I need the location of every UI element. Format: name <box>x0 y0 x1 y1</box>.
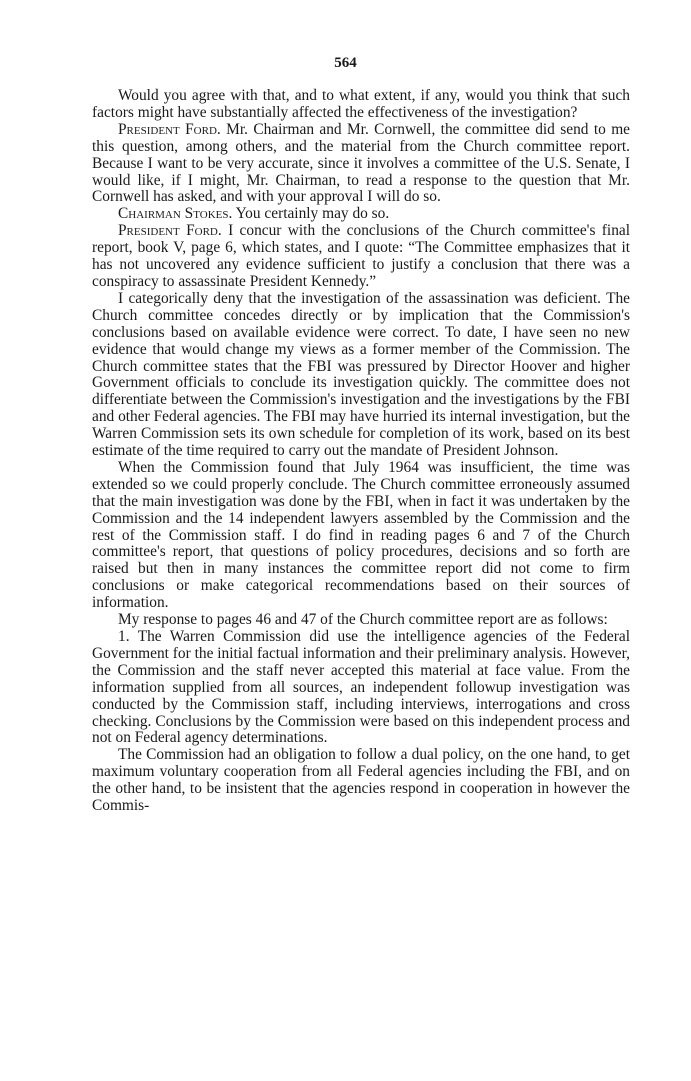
body-text <box>92 88 630 815</box>
paragraph-text: You certainly may do so. <box>232 205 390 223</box>
paragraph <box>92 206 630 223</box>
paragraph-text: The Commission had an obligation to follow a dual policy, on the one hand, to get maximum voluntary cooperation from all Federal agencies including the FBI, and on the other hand, to be insistent that the agencies respond in cooperation in however the Commis- <box>92 746 630 815</box>
paragraph-text: Would you agree with that, and to what extent, if any, would you think that such factors might have substantially affected the effectiveness of the investigation? <box>92 87 630 121</box>
paragraph-text: When the Commission found that July 1964 was insufficient, the time was extended so we could properly conclude. The Church committee erroneously assumed that the main investigation was done by the FBI, when in fact it was undertaken by the Commission and the 14 independent lawyers assembled by the Commission and the rest of the Commission staff. I do find in reading pages 6 and 7 of the Church committee's report, that questions of policy procedures, decisions and so forth are raised but then in many instances the committee report did not come to firm conclusions or make categorical recommendations based on their sources of information. <box>92 458 630 612</box>
page-number: 564 <box>334 55 357 71</box>
speaker-name: Chairman Stokes. <box>118 205 233 223</box>
paragraph-text: My response to pages 46 and 47 of the Church committee report are as follows: <box>118 611 608 629</box>
paragraph <box>92 460 630 612</box>
paragraph <box>92 122 630 207</box>
paragraph-text: Mr. Chairman and Mr. Cornwell, the committee did send to me this question, among others, and the material from the Church committee report. Because I want to be very accurate, since it involves a committee of the U.S. Senate, I would like, if I might, Mr. Chairman, to read a response to the question that Mr. Cornwell has asked, and with your approval I will do so. <box>92 120 631 206</box>
paragraph-text: I concur with the conclusions of the Church committee's final report, book V, page 6, which states, and I quote: “The Committee emphasizes that it has not uncovered any evidence sufficient to justify a conclusion that there was a conspiracy to assassinate President Kennedy.” <box>92 222 630 290</box>
paragraph-text: I categorically deny that the investigation of the assassination was deficient. The Church committee concedes directly or by implication that the Commission's conclusions based on available evidence were correct. To date, I have seen no new evidence that would change my views as a former member of the Commission. The Church committee states that the FBI was pressured by Director Hoover and higher Government officials to conclude its investigation quickly. The committee does not differentiate between the Commission's investigation and the investigations by the FBI and other Federal agencies. The FBI may have hurried its internal investigation, but the Warren Commission sets its own schedule for completion of its work, based on its best estimate of the time required to carry out the mandate of President Johnson. <box>92 289 630 460</box>
paragraph <box>92 223 630 291</box>
paragraph <box>92 629 630 747</box>
speaker-name: President Ford. <box>118 222 222 240</box>
paragraph <box>92 747 630 815</box>
speaker-name: President Ford. <box>118 120 221 138</box>
paragraph <box>92 291 630 460</box>
paragraph-text: 1. The Warren Commission did use the intelligence agencies of the Federal Government for the initial factual information and their preliminary analysis. However, the Commission and the staff never accepted this material at face value. From the information supplied from all sources, an independent followup investigation was conducted by the Commission staff, including interviews, interrogations and cross checking. Conclusions by the Commission were based on this independent process and not on Federal agency determinations. <box>92 628 630 747</box>
paragraph <box>92 612 630 629</box>
paragraph <box>92 88 630 122</box>
